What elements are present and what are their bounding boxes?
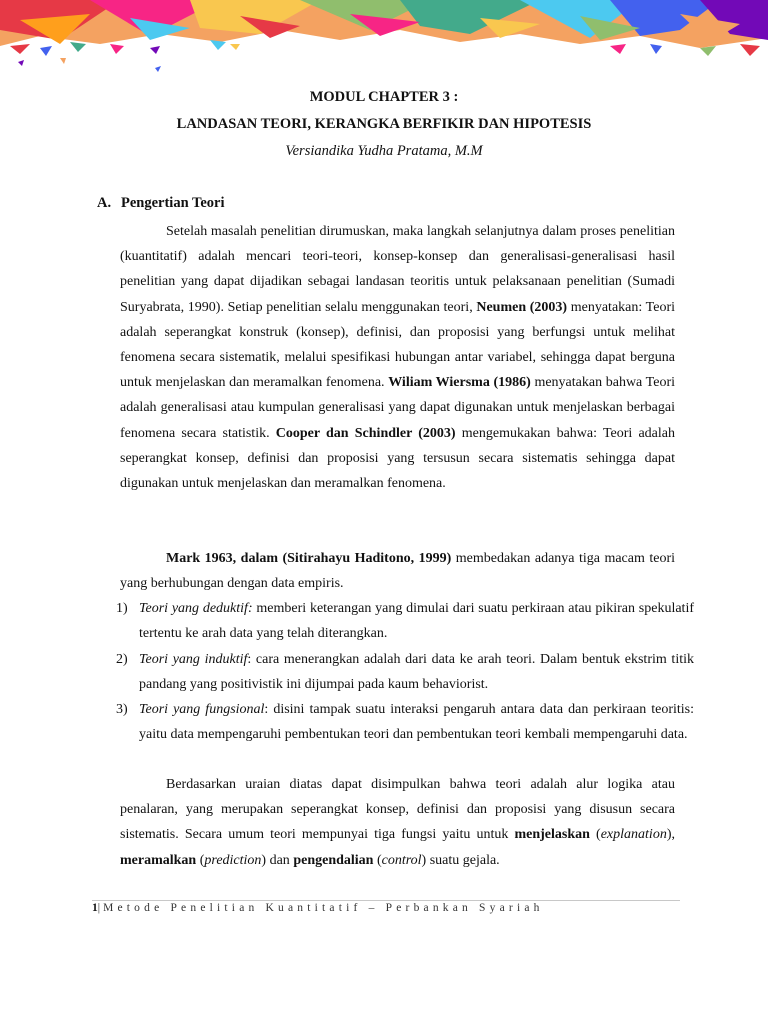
section-label: A. [97,195,112,211]
citation-cooper-schindler: Cooper dan Schindler (2003) [275,425,456,441]
text-run: ) dan [261,852,294,868]
term-explanation: explanation [600,827,667,843]
term-control: control [381,852,422,868]
paragraph-1 [120,219,675,496]
text-run: ( [196,852,205,868]
term-meramalkan: meramalkan [120,852,197,868]
text-run: ( [589,827,601,843]
text-run: mengemukakan bahwa: Teori adalah seperangkat konsep, definisi dan proposisi yang tersusun secara sistematis sehingga dapat digunakan untuk menjelaskan dan meramalkan fenomena. [120,425,675,492]
page-footer [92,902,544,914]
citation-mark: Mark 1963, dalam (Sitirahayu Haditono, 1999) [166,551,452,566]
text-run: ( [373,852,382,868]
list-number: 2) [116,652,128,667]
paragraph-3 [120,772,675,873]
term-menjelaskan: menjelaskan [514,827,590,843]
list-term: Teori yang deduktif: [139,601,253,616]
citation-wiersma: Wiliam Wiersma (1986) [388,375,531,391]
list-item [116,596,694,646]
list-term: Teori yang induktif [139,652,248,667]
list-item [116,697,694,747]
text-run: Berdasarkan uraian diatas dapat disimpulkan bahwa teori adalah alur logika atau penalaran, yang merupakan seperangkat konsep, definisi dan proposisi yang disusun secara sistematis. Secara umum teori mempunyai tiga fungsi yaitu untuk [120,777,675,843]
list-item [116,647,694,697]
list-number: 1) [116,601,128,616]
page-number: 1 [92,902,98,914]
footer-text: Metode Penelitian Kuantitatif – Perbankan Syariah [103,902,544,914]
term-prediction: prediction [204,852,262,868]
text-run: ), [666,827,675,843]
text-run: ) suatu gejala. [421,852,500,868]
paragraph-2 [120,546,675,596]
list-text: : cara menerangkan adalah dari data ke arah teori. Dalam bentuk ekstrim titik pandang yang positivistik ini dijumpai pada kaum behaviorist. [139,652,694,693]
text-run: Setelah masalah penelitian dirumuskan, maka langkah selanjutnya dalam proses penelitian (kuantitatif) adalah mencari teori-teori, konsep-konsep dan generalisasi-generalisasi hasil penelitian yang dapat dijadikan sebagai landasan teoritis untuk pelaksanaan penelitian (Sumadi Suryabrata, 1990). Setiap penelitian selalu menggunakan teori, [120,224,675,315]
footer-separator: | [97,902,101,914]
page-title: LANDASAN TEORI, KERANGKA BERFIKIR DAN HIPOTESIS [176,116,592,132]
text-run: menyatakan: Teori adalah seperangkat konstruk (konsep), definisi, dan proposisi yang berfungsi untuk melihat fenomena secara sistematik, melalui spesifikasi hubungan antar variabel, sehingga dapat berguna untuk menjelaskan dan meramalkan fenomena. [120,299,675,391]
text-run: menyatakan bahwa Teori adalah generalisasi atau kumpulan generalisasi yang dapat digunakan untuk menjelaskan berbagai fenomena secara statistik. [120,375,676,441]
term-pengendalian: pengendalian [293,852,374,868]
author-name: Versiandika Yudha Pratama, M.M [285,143,483,159]
modul-title: MODUL CHAPTER 3 : [309,89,459,105]
footer-divider [92,900,680,901]
section-heading [97,195,225,212]
list-text: : disini tampak suatu interaksi pengaruh antara data dan perkiraan teoritis: yaitu data mempengaruhi pembentukan teori dan pembentukan teori kembali mempengaruhi data. [139,702,694,743]
section-title: Pengertian Teori [121,195,225,211]
list-term: Teori yang fungsional [139,702,265,717]
citation-neumen: Neumen (2003) [476,299,568,315]
text-run: membedakan adanya tiga macam teori yang berhubungan dengan data empiris. [120,551,675,592]
decorative-header-banner [0,0,768,80]
list-text: memberi keterangan yang dimulai dari suatu perkiraan atau pikiran spekulatif tertentu ke arah data yang telah diterangkan. [139,601,694,642]
list-number: 3) [116,702,128,717]
